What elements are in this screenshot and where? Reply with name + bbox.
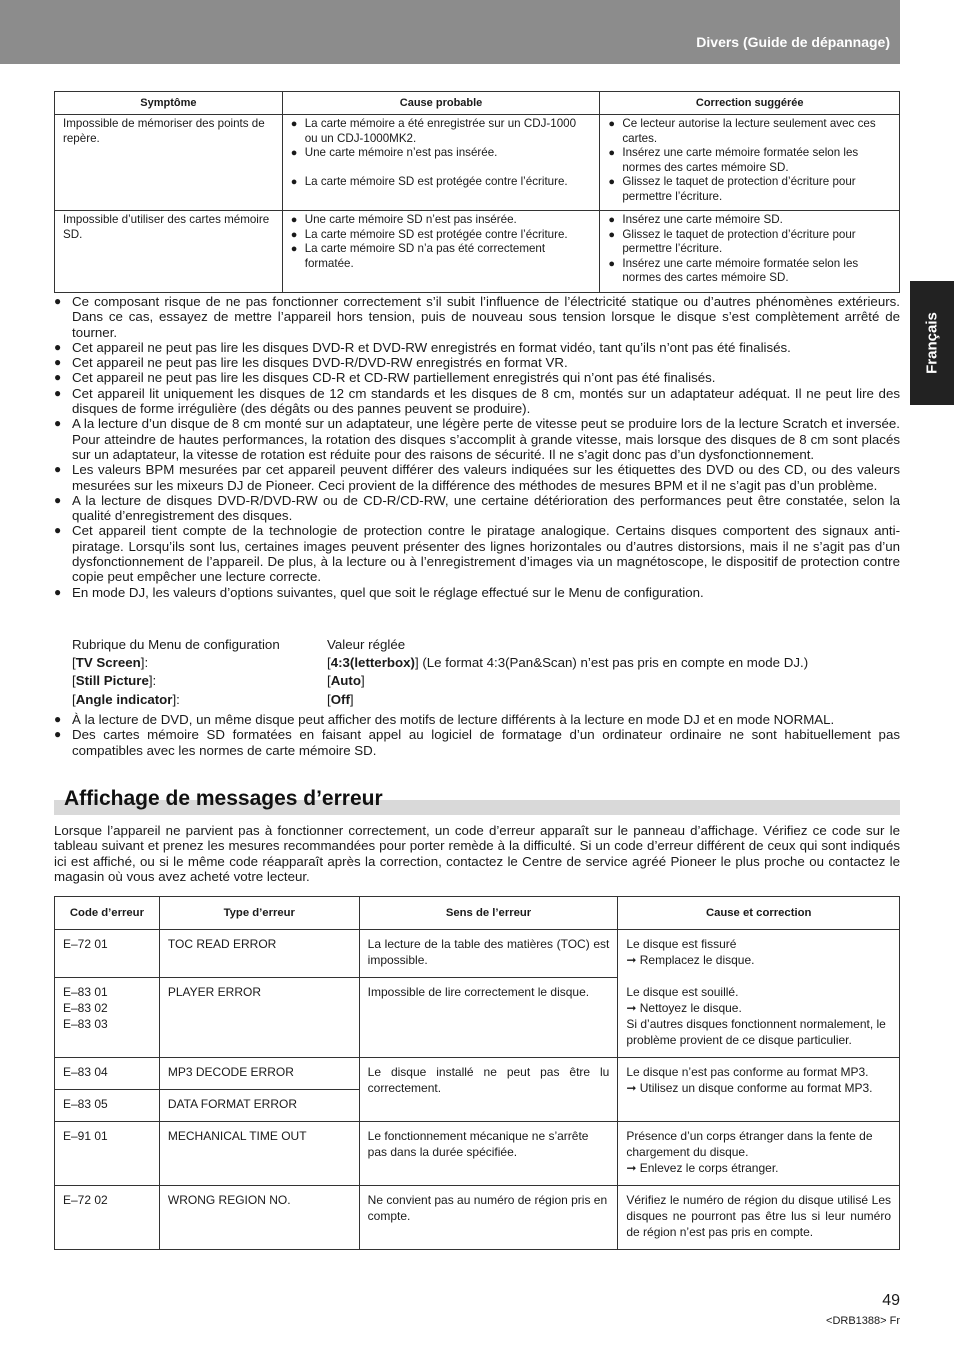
list-item: ● Une carte mémoire n’est pas insérée. [291,146,592,161]
correction-cell [600,115,900,211]
config-note: (Le format 4:3(Pan&Scan) n’est pas pris en compte en mode DJ.) [418,655,809,671]
page-number: 49 [882,1292,900,1309]
table-row [55,1186,900,1250]
list-item: ● Insérez une carte mémoire formatée selon les normes des cartes mémoire SD. [608,257,891,286]
error-meaning: Le fonctionnement mécanique ne s’arrête pas dans la durée spécifiée. [359,1122,618,1186]
language-tab [910,281,954,405]
note-item: ● Cet appareil tient compte de la technologie de protection contre le piratage analogique. Certains disques comportent des signaux anti-piratage. Lorsqu’ils sont lus, certaines images peuvent présenter des lignes horizontales ou d’autres distorsions, mais il ne s’agit pas d’un dysfonctionnement de l’appareil. De plus, à la lecture ou à l’enregistrement d’images via un magnétoscope, le dispositif de protection contre copie peut empêcher une lecture correcte. [54,523,900,584]
list-item: ● La carte mémoire SD est protégée contre l’écriture. [291,175,592,190]
config-header-item: Rubrique du Menu de configuration [72,637,280,652]
error-type: TOC READ ERROR [159,930,359,978]
table-row [55,1058,900,1090]
note-item: ● Ce composant risque de ne pas fonctionner correctement s’il subit l’influence de l’électricité statique ou d’autres phénomènes extérieurs. Dans ce cas, essayez de mettre l’appareil hors tension, puis de nouveau sous tension lorsque le disque s’est complètement arrêté de tourner. [54,294,900,340]
col-header-symptom: Symptôme [55,92,283,115]
note-item: ● Cet appareil ne peut pas lire les disques DVD-R et DVD-RW enregistrés en format vidéo, tant qu’ils n’ont pas été finalisés. [54,340,900,355]
document-code: <DRB1388> Fr [826,1315,900,1327]
config-row: [Still Picture]: [Auto] [72,673,365,689]
config-header-value: Valeur réglée [327,637,406,652]
table-row [55,930,900,978]
list-item: ● La carte mémoire a été enregistrée sur un CDJ-1000 ou un CDJ-1000MK2. [291,117,592,146]
note-item: ● Les valeurs BPM mesurées par cet appareil peuvent différer des valeurs indiquées sur les étiquettes des DVD ou des CD, ou des valeurs mesurées sur les mixeurs DJ de Pioneer. Ceci provient de la différence des méthodes de mesures BPM et il ne s’agit pas d’un problème. [54,462,900,493]
config-item: TV Screen [75,655,141,671]
note-item: ● A la lecture de disques DVD-R/DVD-RW ou de CD-R/CD-RW, une certaine détérioration des performances peut être constatée, selon la qualité d’enregistrement des disques. [54,493,900,524]
error-cause: Le disque est fissuré ➞ Remplacez le disque. Le disque est souillé. ➞ Nettoyez le disque. Si d’autres disques fonctionnent normalement, le problème provient de ce disque particulier. [618,930,900,1058]
note-item: ● A la lecture d’un disque de 8 cm monté sur un adaptateur, une légère perte de vitesse peut se produire lors de la lecture Scratch et inversée. Pour atteindre de hautes performances, la rotation des disques s’accomplit à grande vitesse, mais lorsque des disques de 8 cm sont placés sur un adaptateur, la vitesse de rotation est réduite pour des raisons de sécurité. Il ne s’agit donc pas d’un dysfonctionnement. [54,416,900,462]
note-item: ● Des cartes mémoire SD formatées en faisant appel au logiciel de formatage d’un ordinateur ordinaire ne sont habituellement pas compatibles avec les normes de carte mémoire SD. [54,727,900,758]
error-type: WRONG REGION NO. [159,1186,359,1250]
list-item: ● Ce lecteur autorise la lecture seulement avec ces cartes. [608,117,891,146]
intro-paragraph: Lorsque l’appareil ne parvient pas à fonctionner correctement, un code d’erreur apparaît sur le panneau d’affichage. Vérifiez ce code sur le tableau suivant et prenez les mesures recommandées pour porter remède à la difficulté. Si un code d’erreur différent de ceux qui sont indiqués ici est affiché, ou si le même code réapparaît après la correction, contactez le Centre de service agréé Pioneer le plus proche ou contactez le magasin où vous avez acheté votre lecteur. [54,823,900,885]
error-meaning: Le disque installé ne peut pas être lu correctement. [359,1058,618,1122]
notes-list-2 [54,712,900,758]
error-table [54,896,900,1250]
config-item: Still Picture [75,673,149,689]
config-value: Off [330,691,350,707]
list-item: ● La carte mémoire SD est protégée contre l’écriture. [291,228,592,243]
list-item: ● Insérez une carte mémoire SD. [608,213,891,228]
config-row: [TV Screen]: [4:3(letterbox)] (Le format 4:3(Pan&Scan) n’est pas pris en compte en mode DJ.) [72,655,809,671]
error-meaning: Ne convient pas au numéro de région pris en compte. [359,1186,618,1250]
error-meaning: La lecture de la table des matières (TOC) est impossible. [359,930,618,978]
note-item: ● Cet appareil ne peut pas lire les disques DVD-R/DVD-RW enregistrés en format VR. [54,355,900,370]
error-code: E–72 01 [55,930,160,978]
error-code: E–83 05 [55,1090,160,1122]
cause-cell [282,115,600,211]
list-item: ● Une carte mémoire SD n’est pas insérée. [291,213,592,228]
error-type: DATA FORMAT ERROR [159,1090,359,1122]
config-value: Auto [330,673,361,689]
notes-list [54,294,900,600]
symptom-cell: Impossible d’utiliser des cartes mémoire SD. [55,211,283,293]
config-item: Angle indicator [75,691,173,707]
error-code: E–83 04 [55,1058,160,1090]
dj-mode-settings [72,636,808,709]
symptom-cell: Impossible de mémoriser des points de repère. [55,115,283,211]
col-header-code: Code d’erreur [55,897,160,930]
error-cause: Présence d’un corps étranger dans la fente de chargement du disque. ➞ Enlevez le corps étranger. [618,1122,900,1186]
error-cause: Vérifiez le numéro de région du disque utilisé Les disques ne pourront pas être lus si leur numéro de région n’est pas pris en compte. [618,1186,900,1250]
troubleshooting-table [54,91,900,293]
table-row [55,211,900,293]
note-item: ● À la lecture de DVD, un même disque peut afficher des motifs de lecture différents à la lecture en mode DJ et en mode NORMAL. [54,712,900,727]
error-code: E–91 01 [55,1122,160,1186]
section-title: Divers (Guide de dépannage) [696,34,890,50]
config-value: 4:3(letterbox) [330,655,415,671]
error-meaning: Impossible de lire correctement le disque. [359,978,618,1058]
note-item: ● En mode DJ, les valeurs d’options suivantes, quel que soit le réglage effectué sur le Menu de configuration. [54,585,900,600]
error-code: E–83 01 E–83 02 E–83 03 [55,978,160,1058]
correction-cell [600,211,900,293]
list-item: ● La carte mémoire SD n’a pas été correctement formatée. [291,242,592,271]
list-item: ● Glissez le taquet de protection d’écriture pour permettre l’écriture. [608,175,891,204]
list-item: ● Glissez le taquet de protection d’écriture pour permettre l’écriture. [608,228,891,257]
error-type: MECHANICAL TIME OUT [159,1122,359,1186]
error-cause: Le disque n’est pas conforme au format MP3. ➞ Utilisez un disque conforme au format MP3. [618,1058,900,1122]
cause-cell [282,211,600,293]
language-tab-label: Français [923,312,941,374]
col-header-meaning: Sens de l’erreur [359,897,618,930]
list-item: ● Insérez une carte mémoire formatée selon les normes des cartes mémoire SD. [608,146,891,175]
col-header-correction: Correction suggérée [600,92,900,115]
header-band [0,0,900,64]
error-type: PLAYER ERROR [159,978,359,1058]
col-header-cause: Cause probable [282,92,600,115]
table-row [55,1122,900,1186]
section-heading: Affichage de messages d’erreur [64,787,383,810]
note-item: ● Cet appareil lit uniquement les disques de 12 cm standards et les disques de 8 cm, montés sur un adaptateur adéquat. Il ne peut lire des disques de forme irrégulière (des dégâts ou des pannes peuvent se produire). [54,386,900,417]
table-row [55,115,900,211]
col-header-cause: Cause et correction [618,897,900,930]
col-header-type: Type d’erreur [159,897,359,930]
config-row: [Angle indicator]: [Off] [72,691,354,707]
error-type: MP3 DECODE ERROR [159,1058,359,1090]
note-item: ● Cet appareil ne peut pas lire les disques CD-R et CD-RW partiellement enregistrés qui n’ont pas été finalisés. [54,370,900,385]
error-code: E–72 02 [55,1186,160,1250]
